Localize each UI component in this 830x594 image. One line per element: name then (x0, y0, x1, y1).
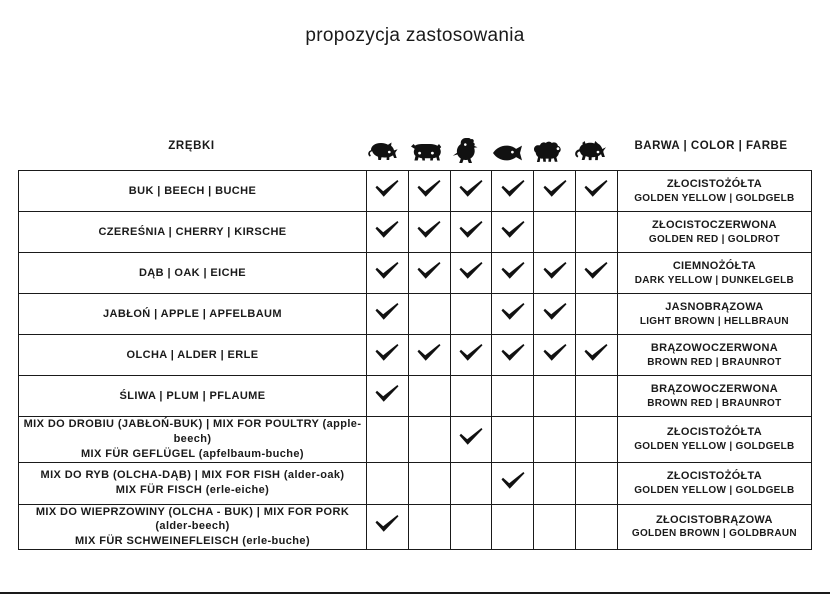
animal-cell-boar (570, 139, 610, 163)
mark-cell-sheep (534, 417, 576, 463)
column-header-chips: ZRĘBKI (168, 140, 215, 152)
mark-cell-fish (492, 253, 534, 294)
mark-cell-cow (408, 253, 450, 294)
mark-cell-sheep (534, 253, 576, 294)
check-icon (416, 178, 442, 200)
row-label (19, 462, 367, 504)
mark-cell-sheep (534, 335, 576, 376)
table-header-strip (18, 126, 812, 166)
check-icon (458, 178, 484, 200)
check-icon (374, 513, 400, 535)
color-name-pl: ZŁOCISTOBRĄZOWA (656, 513, 773, 526)
row-label (19, 376, 367, 417)
check-icon (458, 260, 484, 282)
row-label-line1: CZEREŚNIA | CHERRY | KIRSCHE (98, 225, 287, 238)
mark-cell-chicken (450, 376, 492, 417)
row-label (19, 417, 367, 463)
check-icon (374, 260, 400, 282)
mark-cell-pig (367, 462, 409, 504)
table-row (19, 335, 812, 376)
mark-cell-fish (492, 417, 534, 463)
color-name-en-de: GOLDEN BROWN | GOLDBRAUN (631, 528, 797, 540)
column-header-color: BARWA | COLOR | FARBE (634, 140, 788, 152)
animal-cell-fish (488, 143, 528, 163)
mark-cell-fish (492, 335, 534, 376)
animal-cell-chicken (447, 137, 487, 163)
cow-icon (407, 139, 445, 163)
color-cell (617, 294, 811, 335)
mark-cell-fish (492, 462, 534, 504)
color-cell (617, 504, 811, 550)
table-row (19, 462, 812, 504)
row-label-line2: MIX FÜR FISCH (erle-eiche) (115, 484, 270, 497)
check-icon (374, 383, 400, 405)
check-icon (500, 301, 526, 323)
pig-icon (366, 139, 404, 163)
row-label-line1: JABŁOŃ | APPLE | APFELBAUM (103, 307, 282, 320)
table-row (19, 504, 812, 550)
mark-cell-pig (367, 212, 409, 253)
mark-cell-pig (367, 253, 409, 294)
color-cell (617, 462, 811, 504)
check-icon (542, 342, 568, 364)
check-icon (500, 178, 526, 200)
row-label (19, 212, 367, 253)
check-icon (374, 342, 400, 364)
animal-cell-cow (406, 139, 446, 163)
table-row (19, 294, 812, 335)
check-icon (583, 178, 609, 200)
mark-cell-cow (408, 376, 450, 417)
check-icon (374, 301, 400, 323)
table-row (19, 171, 812, 212)
boar-icon (571, 139, 609, 163)
mark-cell-fish (492, 376, 534, 417)
check-icon (542, 301, 568, 323)
check-icon (416, 260, 442, 282)
row-label-line1: MIX DO DROBIU (JABŁOŃ-BUK) | MIX FOR POULTRY (apple-beech) (23, 418, 362, 445)
color-name-en-de: GOLDEN YELLOW | GOLDGELB (634, 192, 795, 204)
mark-cell-sheep (534, 212, 576, 253)
color-name-en-de: GOLDEN YELLOW | GOLDGELB (634, 484, 795, 496)
check-icon (500, 219, 526, 241)
check-icon (583, 342, 609, 364)
mark-cell-boar (575, 462, 617, 504)
mark-cell-cow (408, 212, 450, 253)
color-name-pl: ZŁOCISTOŻÓŁTA (666, 426, 762, 439)
page-title: propozycja zastosowania (305, 25, 525, 46)
table-row (19, 212, 812, 253)
check-icon (542, 260, 568, 282)
color-cell (617, 212, 811, 253)
row-label-line1: MIX DO WIEPRZOWINY (OLCHA - BUK) | MIX FOR PORK (alder-beech) (35, 505, 350, 533)
check-icon (500, 470, 526, 492)
mark-cell-cow (408, 335, 450, 376)
mark-cell-cow (408, 462, 450, 504)
mark-cell-chicken (450, 462, 492, 504)
mark-cell-boar (575, 335, 617, 376)
mark-cell-chicken (450, 171, 492, 212)
mark-cell-pig (367, 417, 409, 463)
application-matrix-table (18, 170, 812, 550)
mark-cell-boar (575, 212, 617, 253)
color-name-pl: JASNOBRĄZOWA (665, 300, 764, 313)
mark-cell-sheep (534, 376, 576, 417)
color-cell (617, 171, 811, 212)
table-row (19, 253, 812, 294)
fish-icon (491, 143, 525, 163)
mark-cell-chicken (450, 253, 492, 294)
check-icon (374, 178, 400, 200)
check-icon (458, 342, 484, 364)
mark-cell-cow (408, 294, 450, 335)
row-label (19, 171, 367, 212)
color-cell (617, 376, 811, 417)
color-name-en-de: BROWN RED | BRAUNROT (647, 397, 782, 409)
row-label-line1: MIX DO RYB (OLCHA-DĄB) | MIX FOR FISH (alder-oak) (40, 469, 345, 482)
row-label (19, 335, 367, 376)
color-name-pl: BRĄZOWOCZERWONA (650, 341, 778, 354)
mark-cell-cow (408, 504, 450, 550)
row-label-line2: MIX FÜR SCHWEINEFLEISCH (erle-buche) (74, 535, 311, 548)
mark-cell-pig (367, 294, 409, 335)
mark-cell-sheep (534, 504, 576, 550)
color-name-pl: CIEMNOŻÓŁTA (672, 259, 756, 272)
mark-cell-sheep (534, 171, 576, 212)
mark-cell-chicken (450, 294, 492, 335)
mark-cell-boar (575, 294, 617, 335)
color-name-en-de: LIGHT BROWN | HELLBRAUN (639, 315, 789, 327)
mark-cell-chicken (450, 335, 492, 376)
animal-cell-pig (365, 139, 405, 163)
animal-icon-row (365, 126, 610, 166)
row-label-line1: BUK | BEECH | BUCHE (128, 184, 257, 197)
color-cell (617, 253, 811, 294)
mark-cell-chicken (450, 212, 492, 253)
table-row (19, 376, 812, 417)
mark-cell-fish (492, 212, 534, 253)
color-cell (617, 335, 811, 376)
mark-cell-pig (367, 335, 409, 376)
mark-cell-chicken (450, 417, 492, 463)
check-icon (500, 260, 526, 282)
mark-cell-boar (575, 171, 617, 212)
row-label (19, 253, 367, 294)
check-icon (416, 219, 442, 241)
row-label-line1: ŚLIWA | PLUM | PFLAUME (119, 389, 266, 402)
table-row (19, 417, 812, 463)
mark-cell-sheep (534, 462, 576, 504)
table-body (19, 171, 812, 550)
check-icon (458, 219, 484, 241)
mark-cell-cow (408, 171, 450, 212)
mark-cell-pig (367, 376, 409, 417)
row-label-line1: DĄB | OAK | EICHE (138, 266, 247, 279)
mark-cell-fish (492, 171, 534, 212)
color-name-en-de: GOLDEN YELLOW | GOLDGELB (634, 440, 795, 452)
mark-cell-boar (575, 253, 617, 294)
color-name-pl: ZŁOCISTOŻÓŁTA (666, 177, 762, 190)
row-label (19, 504, 367, 550)
mark-cell-fish (492, 504, 534, 550)
animal-cell-sheep (529, 139, 569, 163)
mark-cell-sheep (534, 294, 576, 335)
row-label-line2: MIX FÜR GEFLÜGEL (apfelbaum-buche) (80, 447, 304, 460)
row-label-line1: OLCHA | ALDER | ERLE (126, 348, 259, 361)
color-name-pl: ZŁOCISTOŻÓŁTA (666, 469, 762, 482)
mark-cell-boar (575, 376, 617, 417)
color-name-en-de: BROWN RED | BRAUNROT (647, 356, 782, 368)
check-icon (500, 342, 526, 364)
mark-cell-pig (367, 171, 409, 212)
chicken-icon (450, 137, 484, 163)
row-label (19, 294, 367, 335)
mark-cell-boar (575, 417, 617, 463)
mark-cell-cow (408, 417, 450, 463)
color-name-pl: ZŁOCISTOCZERWONA (652, 218, 777, 231)
color-name-pl: BRĄZOWOCZERWONA (650, 382, 778, 395)
color-name-en-de: GOLDEN RED | GOLDROT (648, 233, 780, 245)
color-cell (617, 417, 811, 463)
mark-cell-chicken (450, 504, 492, 550)
sheep-icon (531, 139, 567, 163)
color-name-en-de: DARK YELLOW | DUNKELGELB (634, 274, 795, 286)
check-icon (374, 219, 400, 241)
check-icon (583, 260, 609, 282)
check-icon (458, 426, 484, 448)
check-icon (416, 342, 442, 364)
mark-cell-boar (575, 504, 617, 550)
mark-cell-pig (367, 504, 409, 550)
check-icon (542, 178, 568, 200)
mark-cell-fish (492, 294, 534, 335)
